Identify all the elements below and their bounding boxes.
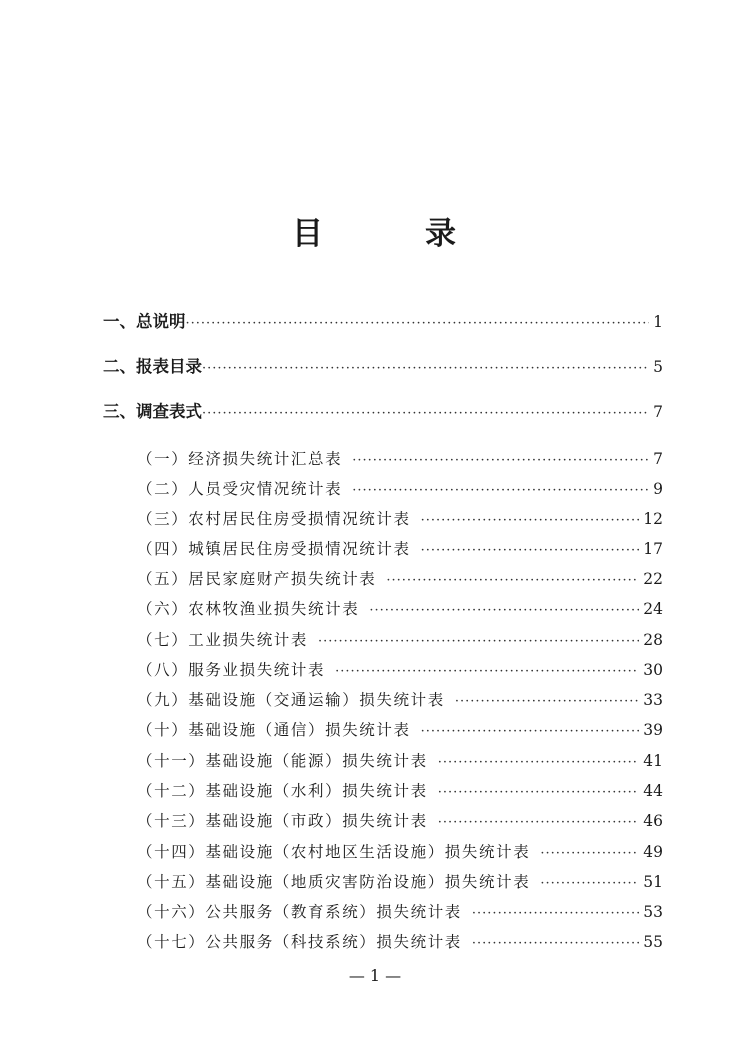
toc-page-number: 53 — [643, 903, 663, 921]
toc-page-number: 41 — [643, 752, 663, 770]
toc-entry[interactable] — [137, 596, 663, 622]
dot-leader — [472, 931, 639, 957]
toc-section-label: 三、调查表式 — [103, 402, 202, 421]
toc-page-number: 55 — [643, 933, 663, 951]
toc-entry[interactable] — [137, 748, 663, 774]
toc-entry[interactable] — [137, 566, 663, 592]
toc-page-number: 1 — [653, 313, 663, 331]
dot-leader — [540, 841, 639, 867]
toc-entry-label: （九）基础设施（交通运输）损失统计表 — [137, 691, 445, 709]
toc-page-number: 28 — [643, 631, 663, 649]
toc-page-number: 9 — [653, 480, 663, 498]
toc-entry-label: （四）城镇居民住房受损情况统计表 — [137, 540, 411, 558]
toc-page-number: 7 — [653, 403, 663, 421]
toc-entry-label: （三）农村居民住房受损情况统计表 — [137, 510, 411, 528]
toc-page-number: 33 — [643, 691, 663, 709]
dot-leader — [540, 871, 639, 897]
toc-entry[interactable] — [137, 717, 663, 743]
dot-leader — [455, 689, 639, 715]
toc-entry-label: （八）服务业损失统计表 — [137, 661, 326, 679]
toc-entry[interactable] — [137, 808, 663, 834]
toc-page-number: 17 — [643, 540, 663, 558]
toc-entry-label: （十四）基础设施（农村地区生活设施）损失统计表 — [137, 843, 531, 861]
toc-section[interactable] — [103, 399, 663, 425]
toc-entry-label: （十三）基础设施（市政）损失统计表 — [137, 812, 428, 830]
toc-entry[interactable] — [137, 929, 663, 955]
page-title — [0, 208, 750, 253]
toc-page-number: 44 — [643, 782, 663, 800]
dot-leader — [438, 780, 640, 806]
toc-entry-label: （六）农林牧渔业损失统计表 — [137, 600, 360, 618]
toc-entry[interactable] — [137, 657, 663, 683]
toc-entry-label: （十七）公共服务（科技系统）损失统计表 — [137, 933, 462, 951]
toc-entry[interactable] — [137, 899, 663, 925]
toc-page-number: 12 — [643, 510, 663, 528]
dot-leader — [421, 508, 640, 534]
dot-leader — [438, 750, 640, 776]
toc-entry[interactable] — [137, 627, 663, 653]
toc-page-number: 7 — [653, 450, 663, 468]
toc-entry[interactable] — [137, 536, 663, 562]
dot-leader — [369, 598, 639, 624]
dot-leader — [421, 719, 640, 745]
toc-page-number: 46 — [643, 812, 663, 830]
toc-page-number: 39 — [643, 721, 663, 739]
dot-leader — [202, 401, 649, 427]
toc-entry[interactable] — [137, 476, 663, 502]
toc-section[interactable] — [103, 309, 663, 335]
dot-leader — [318, 629, 639, 655]
dot-leader — [421, 538, 640, 564]
dot-leader — [335, 659, 639, 685]
toc-entry-label: （十六）公共服务（教育系统）损失统计表 — [137, 903, 462, 921]
toc-page-number: 49 — [643, 843, 663, 861]
dot-leader — [352, 478, 649, 504]
toc-entry[interactable] — [137, 778, 663, 804]
toc-entry-label: （十五）基础设施（地质灾害防治设施）损失统计表 — [137, 873, 531, 891]
toc-entry[interactable] — [137, 839, 663, 865]
toc-entry-label: （十）基础设施（通信）损失统计表 — [137, 721, 411, 739]
toc-entry[interactable] — [137, 446, 663, 472]
toc-section[interactable] — [103, 354, 663, 380]
toc-entry[interactable] — [137, 687, 663, 713]
toc-page-number: 30 — [643, 661, 663, 679]
dot-leader — [472, 901, 639, 927]
toc-section-label: 二、报表目录 — [103, 357, 202, 376]
toc-entry-label: （十一）基础设施（能源）损失统计表 — [137, 752, 428, 770]
toc-entry-label: （二）人员受灾情况统计表 — [137, 480, 343, 498]
toc-entry[interactable] — [137, 506, 663, 532]
dot-leader — [438, 810, 640, 836]
toc-entry-label: （十二）基础设施（水利）损失统计表 — [137, 782, 428, 800]
toc-entry-label: （一）经济损失统计汇总表 — [137, 450, 343, 468]
dot-leader — [186, 311, 650, 337]
toc-page-number: 51 — [643, 873, 663, 891]
dot-leader — [386, 568, 639, 594]
toc-section-label: 一、总说明 — [103, 312, 186, 331]
page-footer-number: — 1 — — [348, 966, 402, 985]
toc-entry-label: （七）工业损失统计表 — [137, 631, 309, 649]
toc-entry[interactable] — [137, 869, 663, 895]
toc-page-number: 24 — [643, 600, 663, 618]
title-char-2: 录 — [425, 216, 458, 252]
toc-page-number: 22 — [643, 570, 663, 588]
toc-entry-label: （五）居民家庭财产损失统计表 — [137, 570, 377, 588]
title-char-1: 目 — [292, 216, 325, 252]
dot-leader — [202, 356, 649, 382]
dot-leader — [352, 448, 649, 474]
toc-page-number: 5 — [653, 358, 663, 376]
